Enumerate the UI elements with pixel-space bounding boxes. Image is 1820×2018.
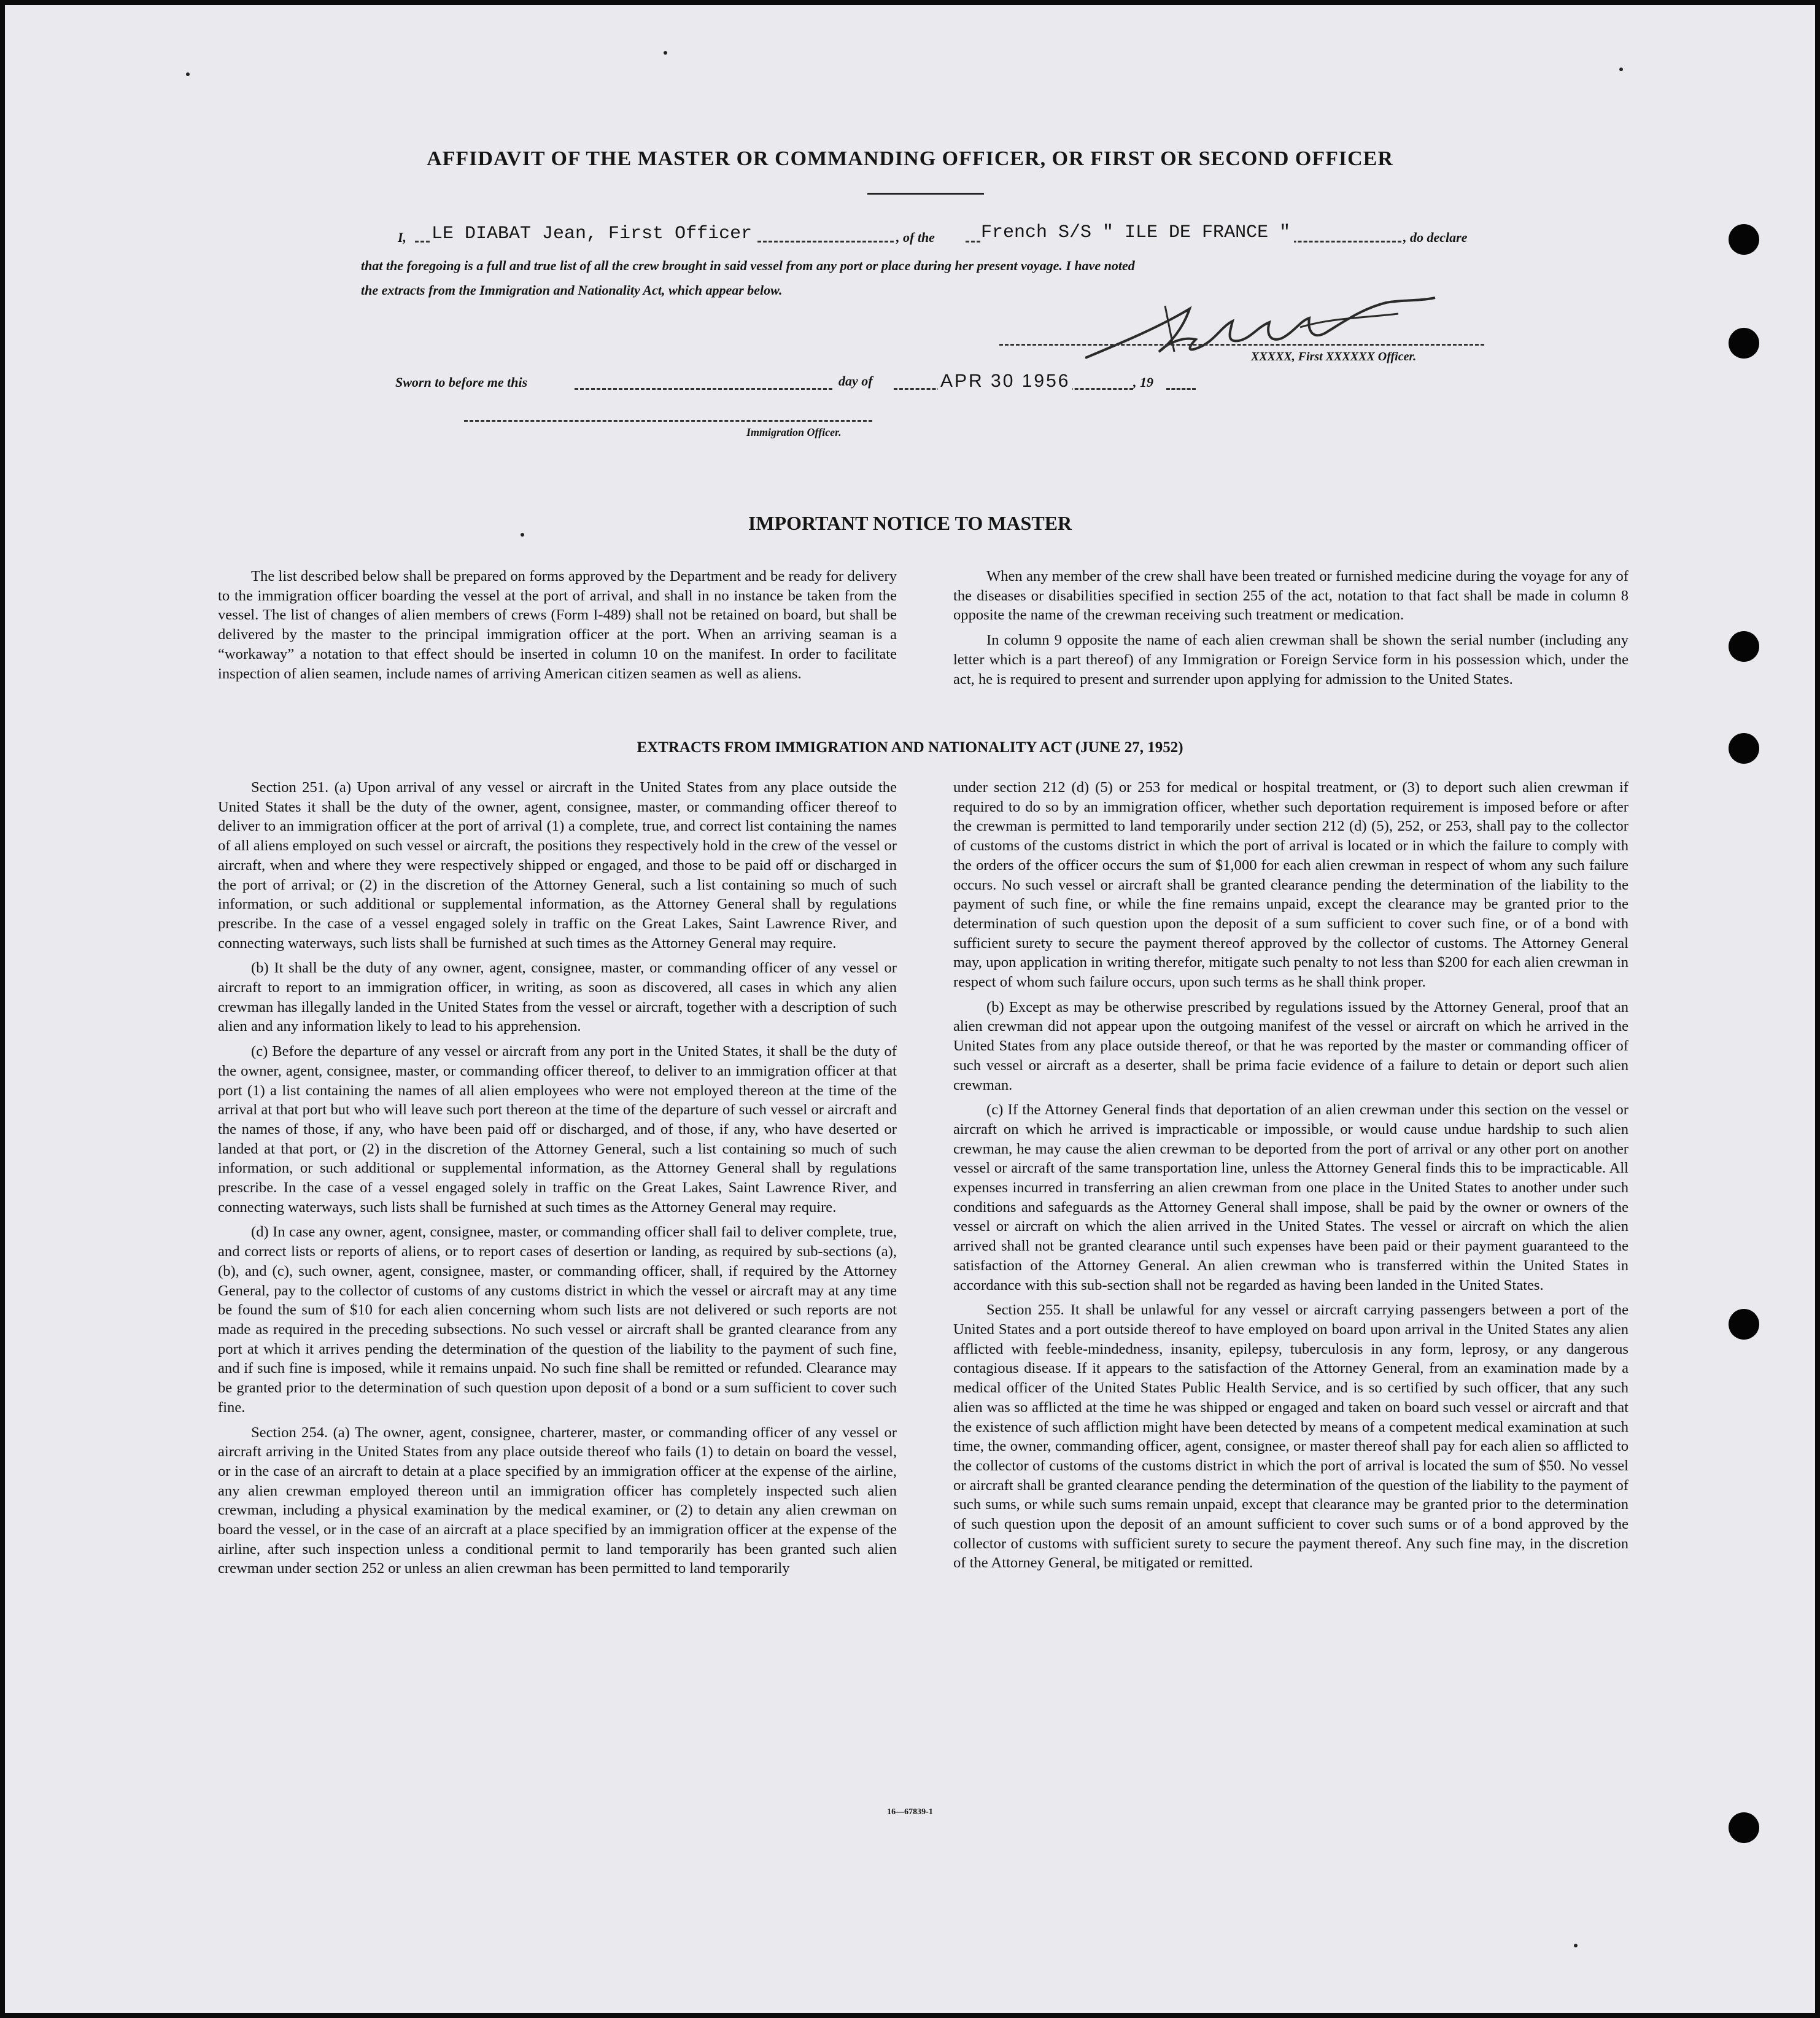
- day-of-label: day of: [838, 373, 873, 389]
- extract-paragraph-continued: under section 212 (d) (5) or 253 for medical or hospital treatment, or (3) to deport such alien crewman if required to do so by an immigration officer, whether such deportation requirement is imposed before or after the crewman is permitted to land temporarily under section 212 (d) (5), 252, or 253, shall pay to the collector of customs of the customs district in which the port of arrival is located or in which the failure to comply with the orders of the officer occurs the sum of $1,000 for each alien crewman in respect of whom any such failure occurs. No such vessel or aircraft shall be granted clearance pending the determination of the liability to the payment of such fine, or while the fine remains unpaid, except the clearance may be granted prior to the determination of such question upon the deposit of a sum sufficient to cover such fine, or of a bond with sufficient surety to secure the payment thereof approved by the collector of customs. The Attorney General may, upon application in writing therefor, mitigate such penalty to not less than $200 for each alien crewman in respect of whom such failure occurs, upon such terms as he shall think proper.: [953, 779, 1628, 991]
- speck: [1619, 68, 1623, 71]
- speck: [186, 72, 190, 76]
- sworn-label: Sworn to before me this: [395, 374, 528, 390]
- punch-hole: [1729, 1309, 1759, 1340]
- extract-paragraph: Section 254. (a) The owner, agent, consignee, charterer, master, or commanding officer of any vessel or aircraft arriving in the United States from any place outside thereof who fails (1) to detain on board the vessel, or in the case of an aircraft to detain at a place specified by an immigration officer at the expense of the airline, any alien crewman employed thereon until an immigration officer has completely inspected such alien crewman, including a physical examination by the medical examiner, or (2) to detain any alien crewman on board the vessel, or in the case of an aircraft at a place specified by an immigration officer at the expense of the airline, after such inspection unless a conditional permit to land temporarily has been granted such alien crewman under section 252 or unless an alien crewman has been permitted to land temporarily: [218, 1424, 897, 1577]
- do-declare-label: , do declare: [1403, 230, 1468, 245]
- extracts-right-column: [953, 778, 1628, 1578]
- title-rule: [867, 193, 984, 195]
- signature-line: [999, 344, 1484, 346]
- i-label: I,: [398, 230, 407, 245]
- extracts-left-column: [218, 778, 897, 1584]
- document-page: [5, 5, 1815, 2013]
- affidavit-title: AFFIDAVIT OF THE MASTER OR COMMANDING OFFICER, OR FIRST OR SECOND OFFICER: [427, 147, 1393, 170]
- extract-paragraph: (c) If the Attorney General finds that deportation of an alien crewman under this section on the vessel or aircraft on which he arrived is impracticable or impossible, or would cause undue hardship to such alien crewman, he may cause the alien crewman to be deported from the port of arrival or any other port on another vessel or aircraft of the same transportation line, unless the Attorney General finds this to be impracticable. All expenses incurred in transferring an alien crewman from one place in the United States to another under such conditions and safeguards as the Attorney General shall impose, shall be paid by the owner or owners of the vessel or aircraft on which the alien arrived in the United States. The vessel or aircraft on which the alien arrived shall not be granted clearance until such expenses have been paid or their payment guaranteed to the satisfaction of the Attorney General. An alien crewman who is transferred within the United States in accordance with this sub-section shall not be regarded as having been landed in the United States.: [953, 1101, 1628, 1294]
- year-prefix: , 19: [1133, 374, 1153, 390]
- year-line: [1166, 388, 1196, 390]
- extract-paragraph: Section 251. (a) Upon arrival of any vessel or aircraft in the United States from any place outside the United States it shall be the duty of the owner, agent, consignee, master, or commanding officer thereof to deliver to an immigration officer at the port of arrival (1) a complete, true, and correct list containing the names of all aliens employed on such vessel or aircraft, the positions they respectively hold in the crew of the vessel or aircraft, when and where they were respectively shipped or engaged, and those to be paid off or discharged in the port of arrival; or (2) in the discretion of the Attorney General, such a list containing so much of such information, or such additional or supplemental information, as the Attorney General shall by regulations prescribe. In the case of a vessel engaged solely in traffic on the Great Lakes, Saint Lawrence River, and connecting waterways, such lists shall be furnished at such times as the Attorney General may require.: [218, 779, 897, 952]
- extract-paragraph: (b) It shall be the duty of any owner, agent, consignee, master, or commanding officer of any vessel or aircraft to report to an immigration officer, in writing, as soon as discovered, all cases in which any alien crewman has illegally landed in the United States from the vessel or aircraft, together with a description of such alien and any information likely to lead to his apprehension.: [218, 960, 897, 1035]
- immigration-officer-label: Immigration Officer.: [746, 426, 842, 438]
- extract-paragraph: (c) Before the departure of any vessel or aircraft from any port in the United States, it shall be the duty of the owner, agent, consignee, master, or commanding officer thereof, to deliver to an immigration officer at that port (1) a list containing the names of all alien employees who were not employed thereon at the time of the arrival at that port but who will leave such port thereon at the time of the departure of such vessel or aircraft and the names of those, if any, who have been paid off or discharged, and of those, if any, who have deserted or landed at that port, or (2) in the discretion of the Attorney General, such a list containing so much of such information, or such additional or supplemental information, as the Attorney General shall by regulations prescribe. In the case of a vessel engaged solely in traffic on the Great Lakes, Saint Lawrence River, and connecting waterways, such lists shall be furnished at such times as the Attorney General may require.: [218, 1043, 897, 1216]
- notice-right-column: [953, 567, 1628, 694]
- extract-paragraph: (d) In case any owner, agent, consignee, master, or commanding officer shall fail to deliver complete, true, and correct lists or reports of aliens, or to report cases of desertion or landing, as required by sub-sections (a), (b), and (c), such owner, agent, consignee, master, or commanding officer, shall, if required by the Attorney General, pay to the collector of customs of any customs district in which the vessel or aircraft may at any time be found the sum of $10 for each alien concerning whom such lists are not delivered or such reports are not made as required in the preceding subsections. No such vessel or aircraft shall be granted clearance from any port at which it arrives pending the determination of the question of the liability to the payment of such fine, and if such fine is imposed, while it remains unpaid. No such fine shall be remitted or refunded. Clearance may be granted prior to the determination of such question upon deposit of a bond or a sum sufficient to cover such fine.: [218, 1224, 897, 1416]
- sworn-line: [575, 388, 832, 390]
- punch-hole: [1729, 224, 1759, 255]
- declaration-line-3: the extracts from the Immigration and Nationality Act, which appear below.: [361, 282, 783, 298]
- extract-paragraph: (b) Except as may be otherwise prescribed by regulations issued by the Attorney General, proof that an alien crewman did not appear upon the outgoing manifest of the vessel or aircraft on which he arrived in the United States from any place outside thereof, or that he was reported by the master or commanding officer of such vessel or aircraft as a deserter, shall be prima facie evidence of a failure to detain or deport such alien crewman.: [953, 998, 1628, 1093]
- speck: [1574, 1944, 1578, 1947]
- punch-hole: [1729, 631, 1759, 662]
- vessel-name: French S/S " ILE DE FRANCE ": [981, 222, 1294, 243]
- notice-left-column: [218, 567, 897, 689]
- immigration-officer-line: [464, 420, 872, 422]
- extract-paragraph: Section 255. It shall be unlawful for any vessel or aircraft carrying passengers between a port of the United States and a port outside thereof to have employed on board upon arrival in the United States any alien afflicted with feeble-mindedness, insanity, epilepsy, tuberculosis in any form, leprosy, or any dangerous contagious disease. If it appears to the satisfaction of the Attorney General, from an examination made by a medical officer of the United States Public Health Service, and is so certified by such officer, that any such alien was so afflicted at the time he was shipped or engaged and taken on board such vessel or aircraft and that the existence of such affliction might have been detected by means of a competent medical examination at such time, the owner, commanding officer, agent, consignee, or master thereof shall pay for each alien so afflicted to the collector of customs of the customs district in which the port of arrival is located the sum of $50. No vessel or aircraft shall be granted clearance pending the determination of the question of the liability to the payment of such sums, or while such sums remain unpaid, except that clearance may be granted prior to the determination of such question upon the deposit of an amount sufficient to cover such sums or of a bond approved by the collector of customs with sufficient surety to secure the payment thereof. Any such fine may, in the discretion of the Attorney General, be mitigated or remitted.: [953, 1302, 1628, 1572]
- form-number: 16—67839-1: [887, 1807, 933, 1817]
- signature-caption: XXXXX, First XXXXXX Officer.: [1251, 350, 1417, 363]
- speck: [664, 51, 667, 55]
- declaration-line-2: that the foregoing is a full and true list of all the crew brought in said vessel from any port or place during her present voyage. I have noted: [361, 258, 1135, 273]
- notice-heading: IMPORTANT NOTICE TO MASTER: [748, 512, 1072, 534]
- extracts-heading: EXTRACTS FROM IMMIGRATION AND NATIONALITY ACT (JUNE 27, 1952): [637, 739, 1183, 756]
- punch-hole: [1729, 328, 1759, 359]
- notice-right-paragraph-1: When any member of the crew shall have been treated or furnished medicine during the voyage for any of the diseases or disabilities specified in section 255 of the act, notation to that fact shall be made in column 8 opposite the name of the crewman receiving such treatment or medication.: [953, 568, 1628, 624]
- notice-left-paragraph: The list described below shall be prepared on forms approved by the Department and be ready for delivery to the immigration officer boarding the vessel at the port of arrival, and shall in no instance be taken from the vessel. The list of changes of alien members of crews (Form I-489) shall not be retained on board, but shall be delivered by the master to the principal immigration officer at the port. When an arriving seaman is a “workaway” a notation to that effect should be inserted in column 10 on the manifest. In order to facilitate inspection of alien seamen, include names of arriving American citizen seamen as well as aliens.: [218, 568, 897, 682]
- officer-name: LE DIABAT Jean, First Officer: [432, 223, 756, 244]
- of-the-label: , of the: [896, 230, 935, 245]
- date-stamp: APR 30 1956: [938, 371, 1072, 392]
- notice-right-paragraph-2: In column 9 opposite the name of each alien crewman shall be shown the serial number (including any letter which is a part thereof) of any Immigration or Foreign Service form in his possession which, under the act, he is required to present and surrender upon applying for admission to the United States.: [953, 632, 1628, 688]
